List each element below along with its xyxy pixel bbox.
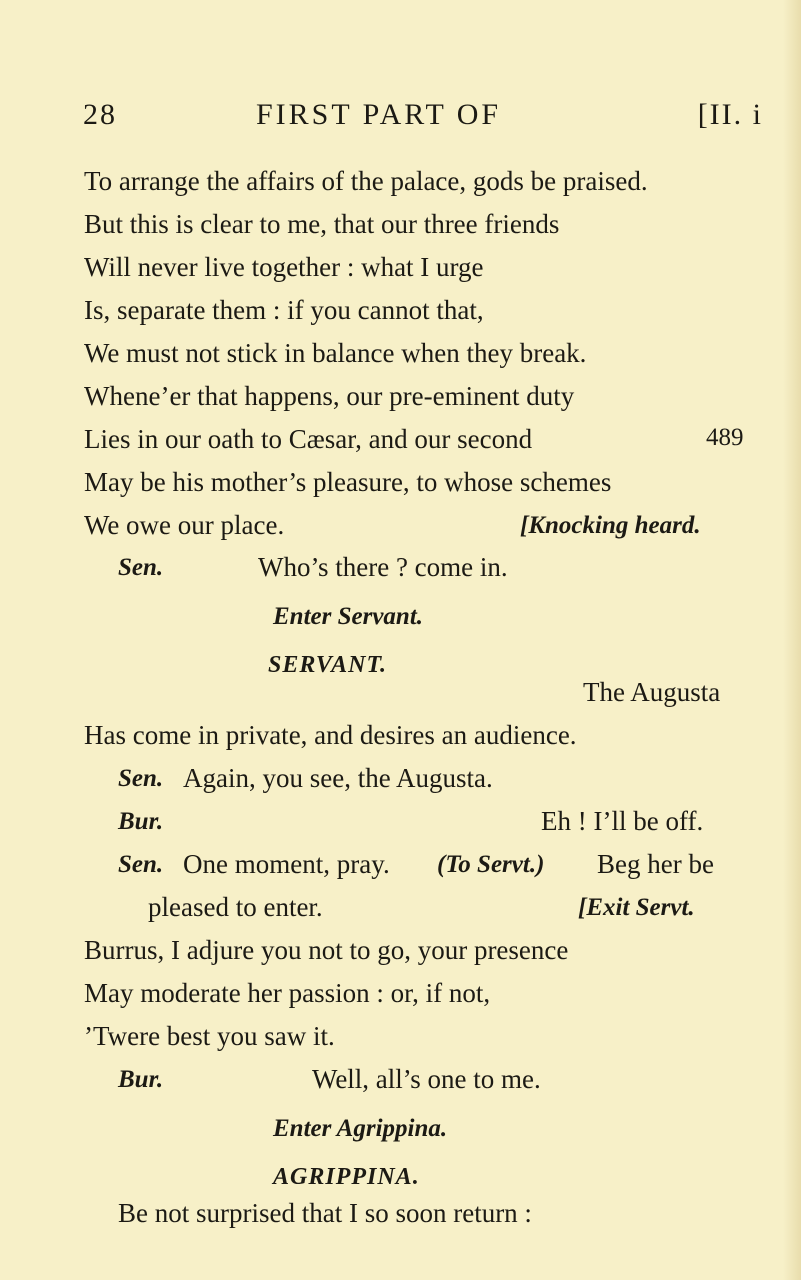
verse-line: Be not surprised that I so soon return : [118,1198,532,1228]
character-heading: AGRIPPINA. [273,1164,420,1190]
verse-line: Has come in private, and desires an audience. [84,720,577,750]
speaker-label: Bur. [118,808,164,835]
verse-line: But this is clear to me, that our three friends [84,209,560,239]
stage-direction: (To Servt.) [437,851,545,878]
verse-line: pleased to enter. [148,892,323,922]
verse-line: We must not stick in balance when they break. [84,338,587,368]
character-heading: SERVANT. [268,652,387,678]
stage-direction: [Exit Servt. [578,894,695,921]
speaker-label: Bur. [118,1066,164,1093]
verse-line: May be his mother’s pleasure, to whose schemes [84,467,612,497]
verse-line: To arrange the affairs of the palace, gods be praised. [84,166,648,196]
verse-line: Lies in our oath to Cæsar, and our second [84,424,533,454]
verse-line: Is, separate them : if you cannot that, [84,295,484,325]
stage-direction: Enter Agrippina. [273,1115,448,1142]
stage-direction: Enter Servant. [273,603,424,630]
verse-line: The Augusta [583,677,721,707]
page-edge-shadow [783,0,801,1280]
running-header [83,98,763,138]
verse-line: Beg her be [597,849,714,879]
verse-line: ’Twere best you saw it. [84,1021,335,1051]
verse-line: One moment, pray. [183,849,390,879]
verse-line: Again, you see, the Augusta. [183,763,493,793]
verse-line: May moderate her passion : or, if not, [84,978,491,1008]
running-title: FIRST PART OF [256,98,502,131]
verse-line: Burrus, I adjure you not to go, your presence [84,935,569,965]
line-number: 489 [706,424,744,451]
verse-line: We owe our place. [84,510,285,540]
speaker-label: Sen. [118,554,164,581]
speaker-label: Sen. [118,851,164,878]
page-number: 28 [83,98,117,131]
verse-line: Whene’er that happens, our pre-eminent duty [84,381,575,411]
verse-line: Will never live together : what I urge [84,252,484,282]
verse-line: Well, all’s one to me. [312,1064,541,1094]
verse-line: Eh ! I’ll be off. [541,806,704,836]
section-marker: [II. i [697,98,763,131]
verse-line: Who’s there ? come in. [258,552,508,582]
speaker-label: Sen. [118,765,164,792]
stage-direction: [Knocking heard. [520,512,701,539]
